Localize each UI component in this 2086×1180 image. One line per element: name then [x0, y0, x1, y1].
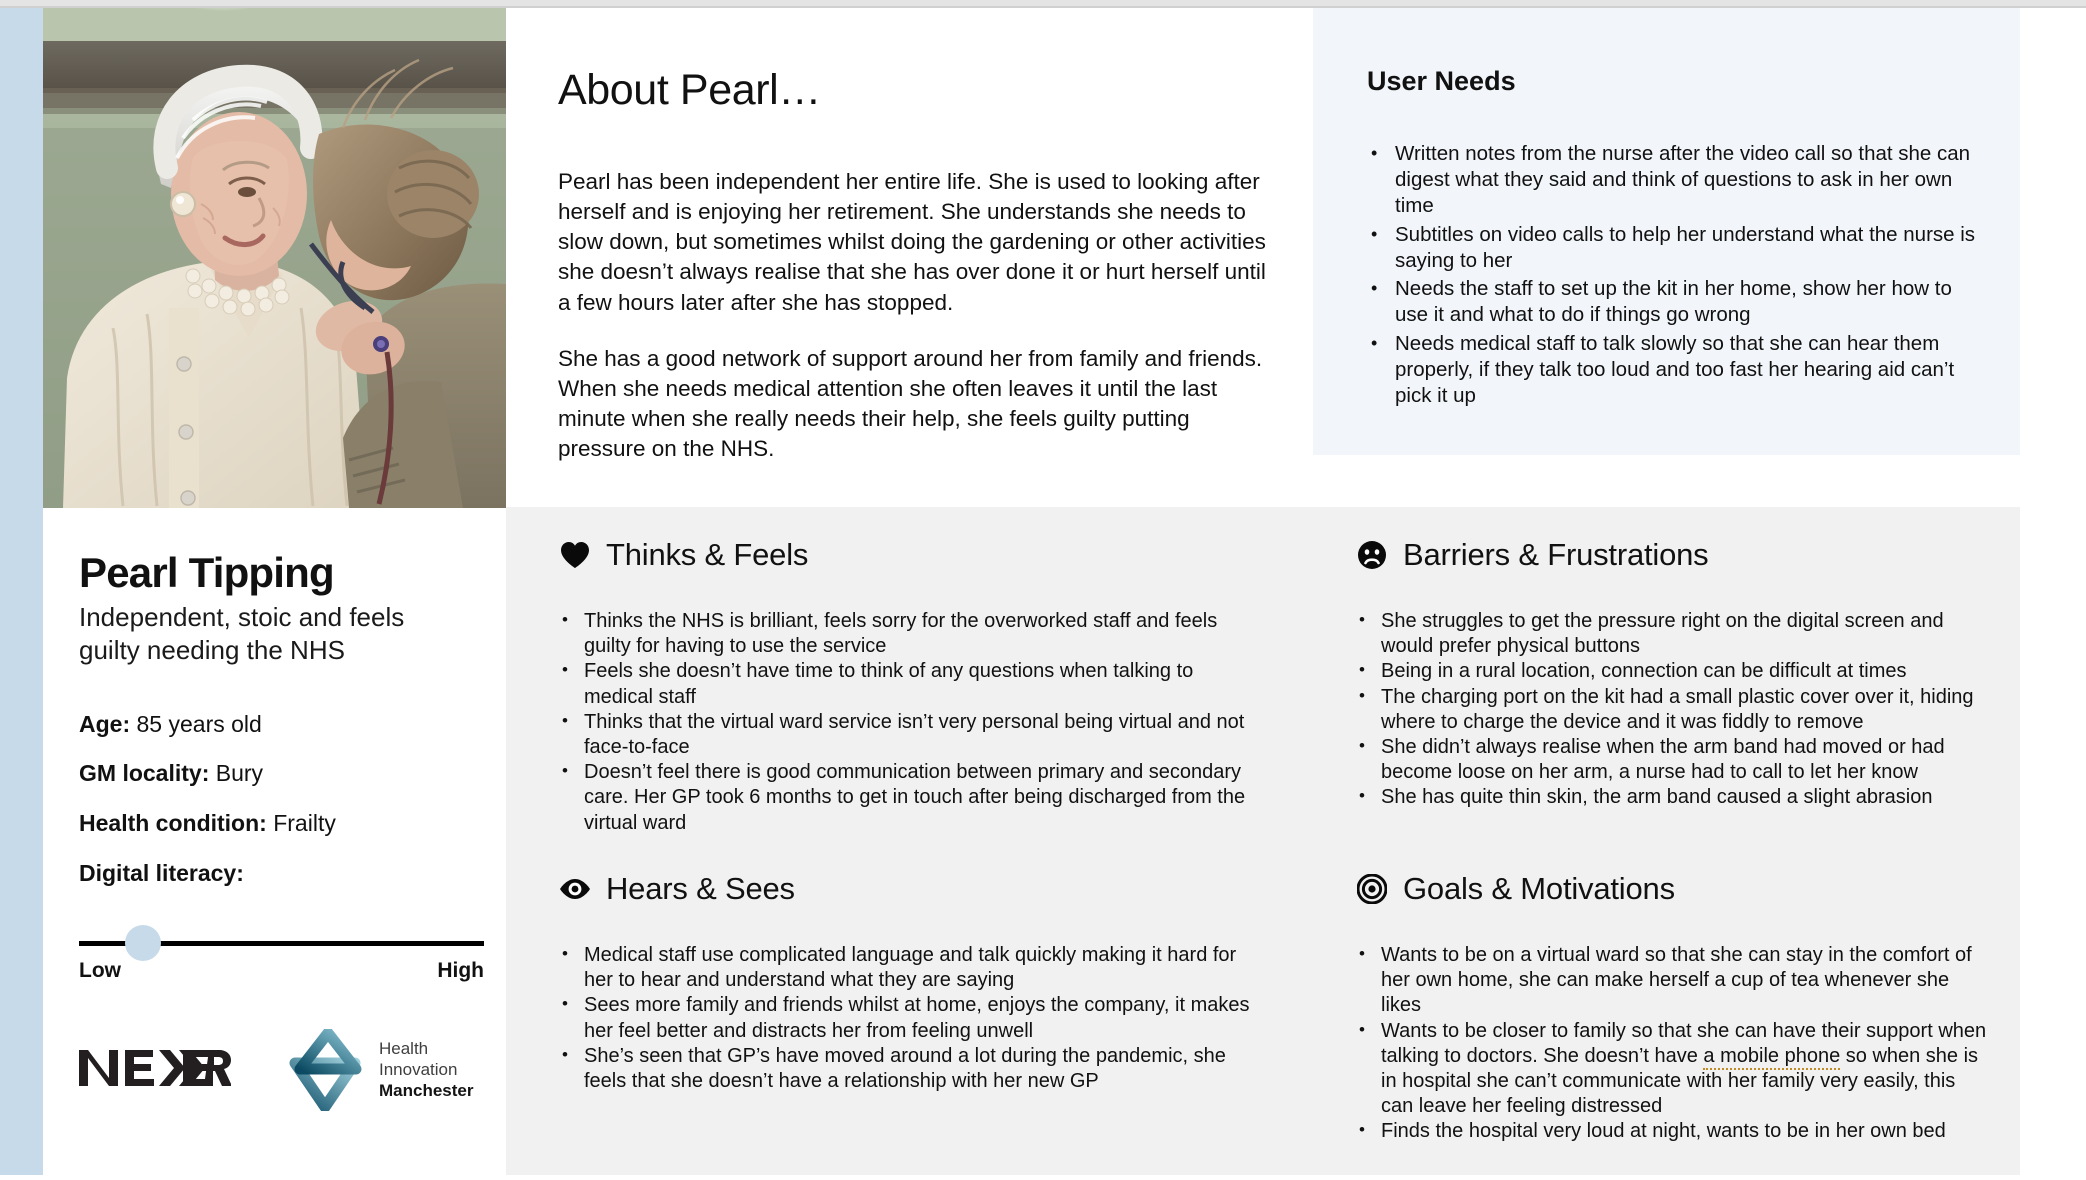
barriers-and-frustrations-section — [1308, 507, 2020, 841]
list-item: • Subtitles on video calls to help her understand what the nurse is saying to her — [1367, 222, 1984, 274]
goal-text-1: Wants to be on a virtual ward so that she can stay in the comfort of her own home, she can make herself a cup of tea whenever she likes — [1381, 944, 1972, 1017]
footer-logos — [79, 1025, 474, 1115]
list-item: • Thinks that the virtual ward service isn’t very personal being virtual and not face-to-face — [558, 710, 1264, 760]
list-item — [1355, 1019, 1990, 1120]
fact-age-value: 85 years old — [136, 710, 262, 737]
list-item: • She’s seen that GP’s have moved around a lot during the pandemic, she feels that she doesn’t have a relationship with her new GP — [558, 1044, 1264, 1094]
him-line-health: Health — [379, 1039, 429, 1059]
about-paragraph-1: Pearl has been independent her entire life. She is used to looking after herself and is enjoying her retirement. She understands she needs to slow down, but sometimes whilst doing the gardening or other activities she doesn’t always realise that she has over done it or hurt herself until a few hours later after she has stopped. — [558, 169, 1266, 315]
slider-label-low: Low — [79, 959, 121, 983]
heart-icon — [558, 538, 592, 572]
persona-identity-panel — [43, 508, 506, 1175]
list-item: • Medical staff use complicated language and talk quickly making it hard for her to hear and understand what they are saying — [558, 943, 1264, 993]
persona-facts — [79, 711, 470, 887]
barriers-and-frustrations-list — [1355, 609, 1990, 811]
spellcheck-flagged-text: a mobile phone — [1703, 1045, 1840, 1070]
user-needs-panel — [1313, 8, 2020, 455]
fact-digital-literacy-label: Digital literacy: — [79, 859, 244, 886]
digital-literacy-slider[interactable] — [79, 917, 484, 983]
list-item: • Doesn’t feel there is good communication between primary and secondary care. Her GP took 6 months to get in touch after being discharged from the virtual ward — [558, 760, 1264, 836]
fact-locality-label: GM locality: — [79, 760, 210, 787]
health-innovation-manchester-logo — [281, 1029, 473, 1111]
persona-tagline: Independent, stoic and feels guilty needing the NHS — [79, 602, 405, 666]
list-item: • Feels she doesn’t have time to think of any questions when talking to medical staff — [558, 659, 1264, 709]
health-innovation-manchester-wordmark — [379, 1039, 473, 1101]
goals-and-motivations-title: Goals & Motivations — [1403, 871, 1675, 906]
slider-label-high: High — [437, 959, 484, 983]
fact-age — [79, 711, 470, 739]
nexer-logo — [79, 1048, 231, 1093]
barriers-and-frustrations-title: Barriers & Frustrations — [1403, 537, 1709, 572]
list-item — [1355, 943, 1990, 1019]
thinks-and-feels-list — [558, 609, 1264, 836]
list-item: • She has quite thin skin, the arm band caused a slight abrasion — [1355, 785, 1990, 810]
user-needs-list — [1367, 141, 1984, 409]
persona-name: Pearl Tipping — [79, 549, 334, 596]
list-item: • She didn’t always realise when the arm band had moved or had become loose on her arm, a nurse had to call to let her know — [1355, 735, 1990, 785]
list-item: • Needs the staff to set up the kit in her home, show her how to use it and what to do if things go wrong — [1367, 276, 1984, 328]
fact-health-condition-value: Frailty — [273, 810, 336, 837]
about-paragraph-2: She has a good network of support around her from family and friends. When she needs medical attention she often leaves it until the last minute when she really needs their help, she feels guilty putting pressure on the NHS. — [558, 345, 1263, 462]
goals-and-motivations-list — [1355, 943, 1990, 1145]
him-line-manchester: Manchester — [379, 1080, 474, 1100]
fact-health-condition — [79, 810, 470, 838]
list-item — [1355, 1119, 1990, 1144]
list-item: • Sees more family and friends whilst at home, enjoys the company, it makes her feel better and distracts her from feeling unwell — [558, 993, 1264, 1043]
list-item: • She struggles to get the pressure right on the digital screen and would prefer physical buttons — [1355, 609, 1990, 659]
slider-labels — [79, 959, 484, 983]
hears-and-sees-list — [558, 943, 1264, 1094]
hears-and-sees-section — [506, 841, 1308, 1175]
target-icon — [1355, 872, 1389, 906]
list-item: • Needs medical staff to talk slowly so that she can hear them properly, if they talk too loud and too fast her hearing aid can’t pick it up — [1367, 331, 1984, 410]
him-line-innovation: Innovation — [379, 1059, 458, 1079]
left-accent-rail — [0, 8, 43, 1175]
fact-locality-value: Bury — [215, 760, 264, 787]
about-title: About Pearl… — [558, 66, 821, 114]
list-item: • The charging port on the kit had a small plastic cover over it, hiding where to charge the device and it was fiddly to remove — [1355, 685, 1990, 735]
eye-icon — [558, 872, 592, 906]
goal-text-3: Finds the hospital very loud at night, wants to be in her own bed — [1381, 1120, 1946, 1143]
persona-photo — [43, 8, 506, 508]
quadrants-panel — [506, 507, 2020, 1175]
right-gutter — [2020, 8, 2086, 1180]
user-needs-title: User Needs — [1367, 66, 1516, 96]
barriers-and-frustrations-header — [1355, 537, 1990, 573]
about-section — [506, 8, 1308, 507]
goal-text-2-after: so when she is in hospital she can’t communicate with her family very easily, this can leave her feeling distressed — [1381, 1044, 1979, 1118]
fact-health-condition-label: Health condition: — [79, 810, 267, 837]
frowning-face-icon — [1355, 538, 1389, 572]
fact-digital-literacy — [79, 860, 470, 888]
thinks-and-feels-section — [506, 507, 1308, 841]
fact-age-label: Age: — [79, 710, 131, 737]
fact-locality — [79, 760, 470, 788]
thinks-and-feels-header — [558, 537, 1264, 573]
hears-and-sees-title: Hears & Sees — [606, 871, 795, 906]
hears-and-sees-header — [558, 871, 1264, 907]
thinks-and-feels-title: Thinks & Feels — [606, 537, 809, 572]
goal-text-2-before: Wants to be closer to family so that she can have their support when talking to doctors. She doesn’t have — [1381, 1019, 1987, 1067]
goals-and-motivations-header — [1355, 871, 1990, 907]
list-item: • Being in a rural location, connection can be difficult at times — [1355, 659, 1990, 684]
list-item: • Written notes from the nurse after the video call so that she can digest what they said and think of questions to ask in her own time — [1367, 141, 1984, 220]
list-item: • Thinks the NHS is brilliant, feels sorry for the overworked staff and feels guilty for having to use the service — [558, 609, 1264, 659]
slider-thumb[interactable] — [125, 925, 161, 961]
goals-and-motivations-section — [1308, 841, 2020, 1175]
